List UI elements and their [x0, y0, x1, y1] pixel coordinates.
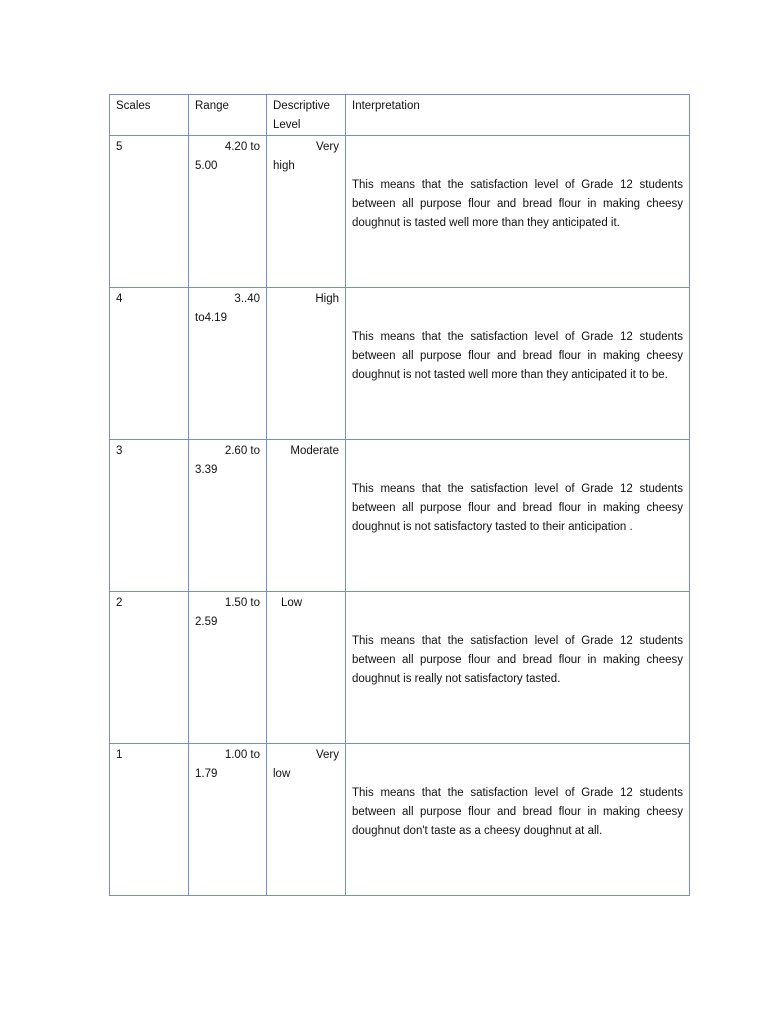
range-cell: 1.00 to 1.79	[189, 744, 267, 896]
scale-cell: 5	[110, 136, 189, 288]
table-row	[110, 136, 690, 288]
table-header-row	[110, 95, 690, 136]
table-row	[110, 744, 690, 896]
interpretation-cell: This means that the satisfaction level of Grade 12 students between all purpose flour and bread flour in making cheesy doughnut don't taste as a cheesy doughnut at all.	[346, 744, 690, 896]
interpretation-cell: This means that the satisfaction level of Grade 12 students between all purpose flour and bread flour in making cheesy doughnut is not tasted well more than they anticipated it to be.	[346, 288, 690, 440]
descriptive-level-cell: Very low	[267, 744, 346, 896]
scale-cell: 4	[110, 288, 189, 440]
interpretation-cell: This means that the satisfaction level of Grade 12 students between all purpose flour and bread flour in making cheesy doughnut is not satisfactory tasted to their anticipation .	[346, 440, 690, 592]
descriptive-level-cell: Moderate	[267, 440, 346, 592]
descriptive-level-cell: Very high	[267, 136, 346, 288]
header-descriptive-level: Descriptive Level	[267, 95, 346, 136]
table-row	[110, 440, 690, 592]
scale-cell: 3	[110, 440, 189, 592]
header-range: Range	[189, 95, 267, 136]
scale-cell: 1	[110, 744, 189, 896]
range-cell: 2.60 to 3.39	[189, 440, 267, 592]
descriptive-level-cell: Low	[267, 592, 346, 744]
interpretation-cell: This means that the satisfaction level of Grade 12 students between all purpose flour and bread flour in making cheesy doughnut is really not satisfactory tasted.	[346, 592, 690, 744]
header-interpretation: Interpretation	[346, 95, 690, 136]
scale-cell: 2	[110, 592, 189, 744]
header-scales: Scales	[110, 95, 189, 136]
descriptive-level-cell: High	[267, 288, 346, 440]
interpretation-cell: This means that the satisfaction level of Grade 12 students between all purpose flour and bread flour in making cheesy doughnut is tasted well more than they anticipated it.	[346, 136, 690, 288]
range-cell: 3..40 to4.19	[189, 288, 267, 440]
table-row	[110, 288, 690, 440]
table-row	[110, 592, 690, 744]
range-cell: 1.50 to 2.59	[189, 592, 267, 744]
satisfaction-scale-table	[109, 94, 690, 896]
range-cell: 4.20 to 5.00	[189, 136, 267, 288]
